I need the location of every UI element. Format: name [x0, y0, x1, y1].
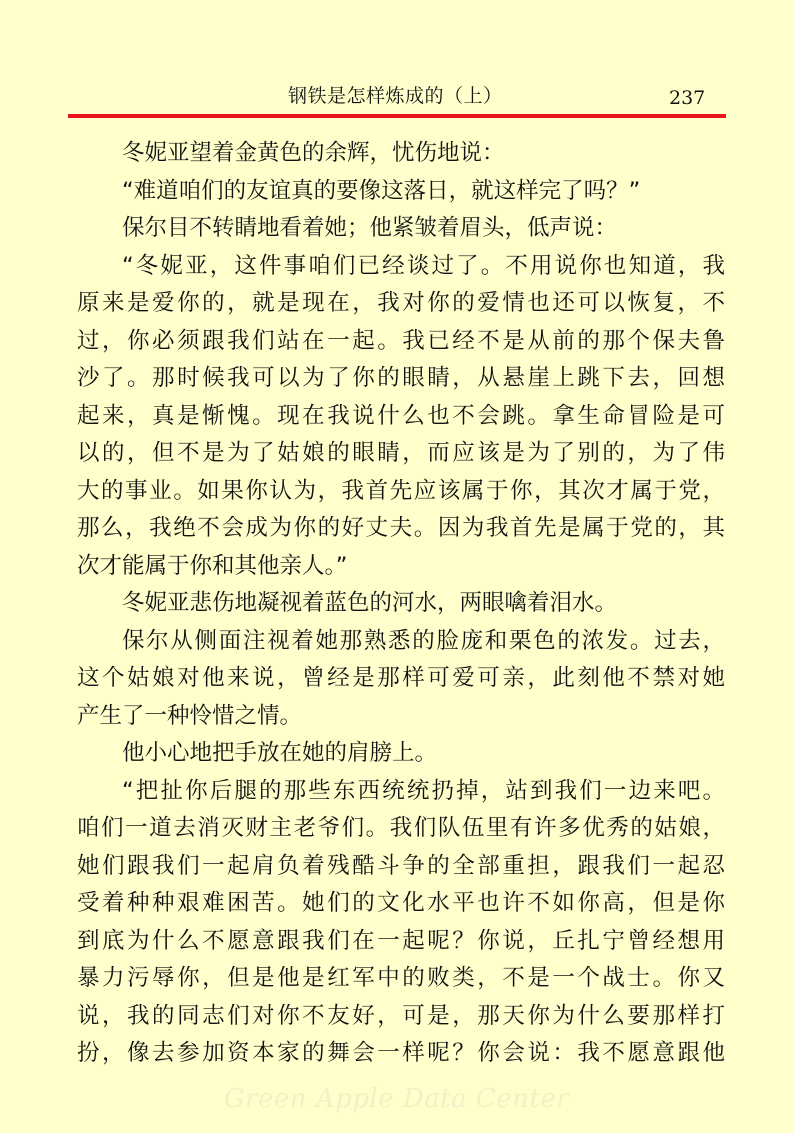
text-line: 受着种种艰难困苦。她们的文化水平也许不如你高，但是你 [77, 890, 725, 916]
text-line: 那么，我绝不会成为你的好丈夫。因为我首先是属于党的，其 [77, 515, 725, 541]
text-line: 冬妮亚望着金黄色的余辉，忧伤地说： [122, 140, 505, 166]
text-line: 扮，像去参加资本家的舞会一样呢？你会说：我不愿意跟他 [77, 1040, 725, 1066]
text-line: 咱们一道去消灭财主老爷们。我们队伍里有许多优秀的姑娘， [77, 815, 725, 841]
text-line: 过，你必须跟我们站在一起。我已经不是从前的那个保夫鲁 [77, 327, 725, 354]
book-title: 钢铁是怎样炼成的（上） [288, 85, 503, 107]
page-header [0, 0, 793, 118]
header-rule [68, 114, 726, 118]
text-line: 沙了。那时候我可以为了你的眼睛，从悬崖上跳下去，回想 [77, 365, 725, 391]
text-line: 暴力污辱你，但是他是红军中的败类，不是一个战士。你又 [77, 965, 725, 991]
text-line: 次才能属于你和其他亲人。” [77, 552, 348, 579]
text-line: 到底为什么不愿意跟我们在一起呢？你说，丘扎宁曾经想用 [77, 927, 725, 954]
text-line: 保尔从侧面注视着她那熟悉的脸庞和栗色的浓发。过去， [122, 627, 725, 654]
text-line: 大的事业。如果你认为，我首先应该属于你，其次才属于党， [77, 477, 725, 504]
page-body [77, 135, 725, 1073]
text-line: 这个姑娘对他来说，曾经是那样可爱可亲，此刻他不禁对她 [77, 665, 725, 691]
text-line: 保尔目不转睛地看着她；他紧皱着眉头，低声说： [122, 215, 618, 241]
text-line: 产生了一种怜惜之情。 [77, 702, 303, 729]
page-number: 237 [669, 87, 706, 109]
text-line: 起来，真是惭愧。现在我说什么也不会跳。拿生命冒险是可 [77, 402, 725, 429]
text-line: 她们跟我们一起肩负着残酷斗争的全部重担，跟我们一起忍 [77, 852, 725, 879]
text-line: “冬妮亚，这件事咱们已经谈过了。不用说你也知道，我 [122, 252, 725, 279]
text-line: 他小心地把手放在她的肩膀上。 [122, 740, 438, 766]
text-line: 以的，但不是为了姑娘的眼睛，而应该是为了别的，为了伟 [77, 440, 725, 466]
text-line: 原来是爱你的，就是现在，我对你的爱情也还可以恢复，不 [77, 290, 725, 316]
text-line: 说，我的同志们对你不友好，可是，那天你为什么要那样打 [77, 1002, 725, 1029]
watermark-text: Green Apple Data Center [223, 1084, 570, 1114]
text-line: “把扯你后腿的那些东西统统扔掉，站到我们一边来吧。 [122, 777, 725, 804]
text-line: “难道咱们的友谊真的要像这落日，就这样完了吗？” [122, 177, 641, 204]
text-line: 冬妮亚悲伤地凝视着蓝色的河水，两眼噙着泪水。 [122, 590, 618, 616]
